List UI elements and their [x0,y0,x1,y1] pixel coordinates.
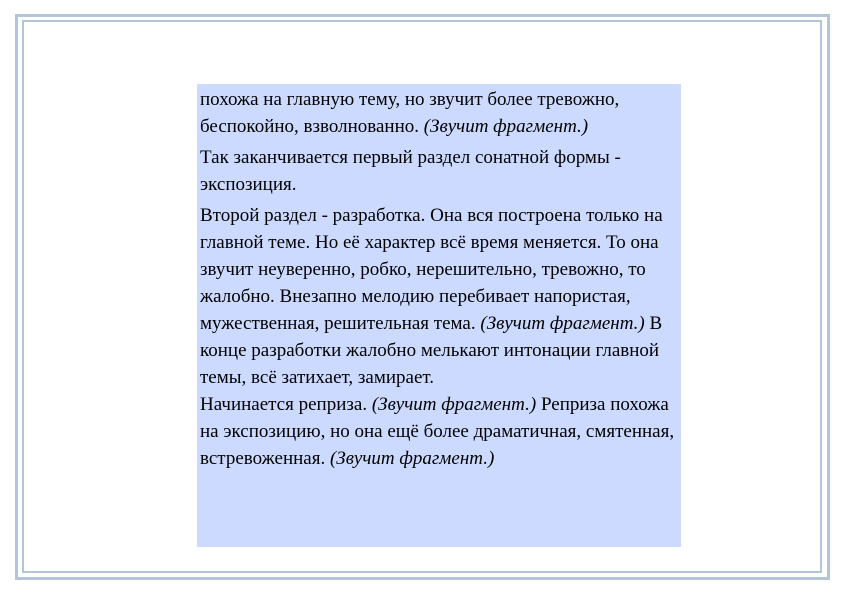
paragraph-1-text-1: похожа на главную тему, но звучит более тревожно, беспокойно, взволнованно. [200,89,620,137]
paragraph-4 [200,391,677,472]
paragraph-3-text-1: Второй раздел - разработка. Она вся построена только на главной теме. Но её характер всё время меняется. То она звучит неуверенно, робко, нерешительно, тревожно, то жалобно. Внезапно мелодию перебивает напористая, мужественная, решительная тема. [200,205,663,334]
paragraph-3-italic-note: (Звучит фрагмент.) [480,313,645,334]
paragraph-1 [200,86,677,140]
text-box [197,84,681,547]
paragraph-4-text-1: Начинается реприза. [200,394,372,415]
paragraph-2 [200,144,677,198]
paragraph-2-text-1: Так заканчивается первый раздел сонатной формы - экспозиция. [200,147,621,195]
paragraph-1-italic-note: (Звучит фрагмент.) [423,116,589,137]
paragraph-3 [200,202,677,391]
paragraph-4-italic-note-2: (Звучит фрагмент.) [329,448,495,469]
paragraph-3-text-2: В конце разработки жалобно мелькают интонации главной темы, всё затихает, замирает. [200,313,663,388]
paragraph-4-italic-note-1: (Звучит фрагмент.) [371,394,537,415]
paragraph-4-text-2: Реприза похожа на экспозицию, но она ещё более драматичная, смятенная, встревоженная. [200,394,675,469]
